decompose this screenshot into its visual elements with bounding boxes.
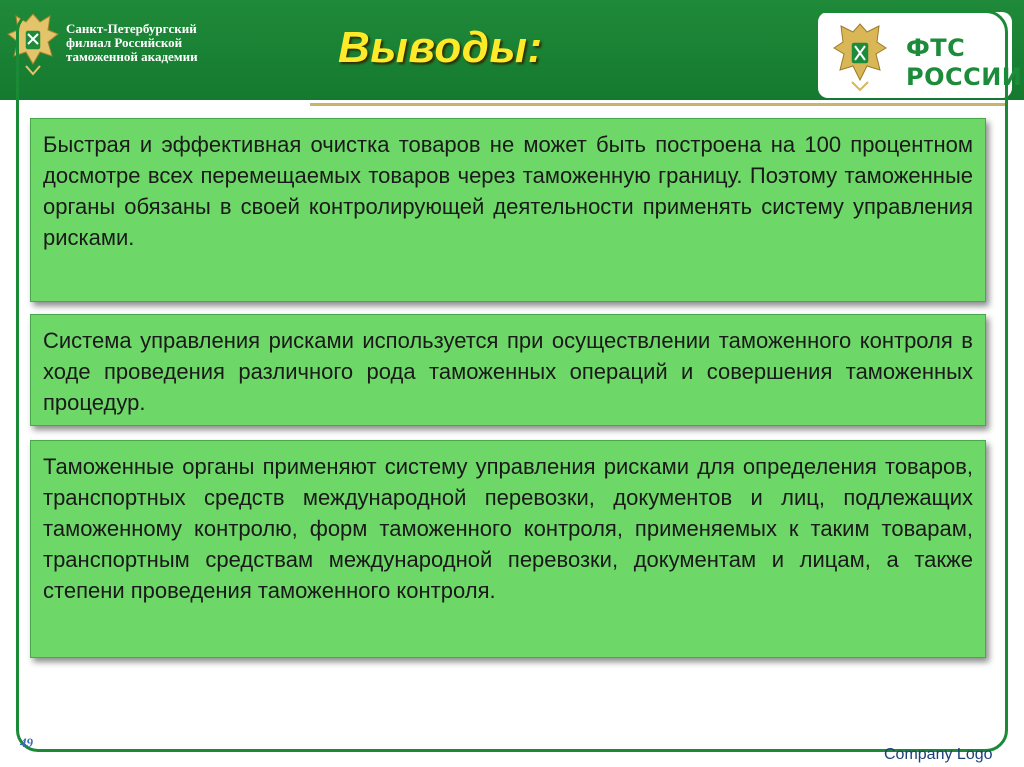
academy-line: таможенной академии (66, 49, 198, 64)
conclusion-card: Таможенные органы применяют систему управления рисками для определения товаров, транспортных средств международной перевозки, документов и лиц, подлежащих таможенному контролю, форм таможенного контроля, применяемых к таким товарам, транспортным средствам международной перевозки, документам и лицам, а также степени проведения таможенного контроля. (30, 440, 986, 658)
fts-logo (818, 12, 1023, 98)
slide-title: Выводы: (338, 23, 543, 72)
academy-name (66, 22, 256, 64)
fts-logo-line: ФТС (906, 34, 966, 62)
fts-logo-line: РОССИИ (906, 63, 1023, 91)
customs-emblem-icon (6, 8, 60, 78)
conclusion-card: Система управления рисками используется при осуществлении таможенного контроля в ходе проведения различного рода таможенных операций и совершения таможенных процедур. (30, 314, 986, 426)
title-underline (310, 103, 1006, 106)
header-bar (0, 0, 1024, 100)
company-logo: Company Logo (884, 746, 993, 763)
fts-emblem-icon (832, 20, 888, 92)
slide-number: 49 (20, 735, 33, 750)
conclusion-card: Быстрая и эффективная очистка товаров не может быть построена на 100 процентном досмотре всех перемещаемых товаров через таможенную границу. Поэтому таможенные органы обязаны в своей контролирующей деятельности применять систему управления рисками. (30, 118, 986, 302)
academy-line: филиал Российской (66, 35, 183, 50)
academy-line: Санкт-Петербургский (66, 21, 197, 36)
